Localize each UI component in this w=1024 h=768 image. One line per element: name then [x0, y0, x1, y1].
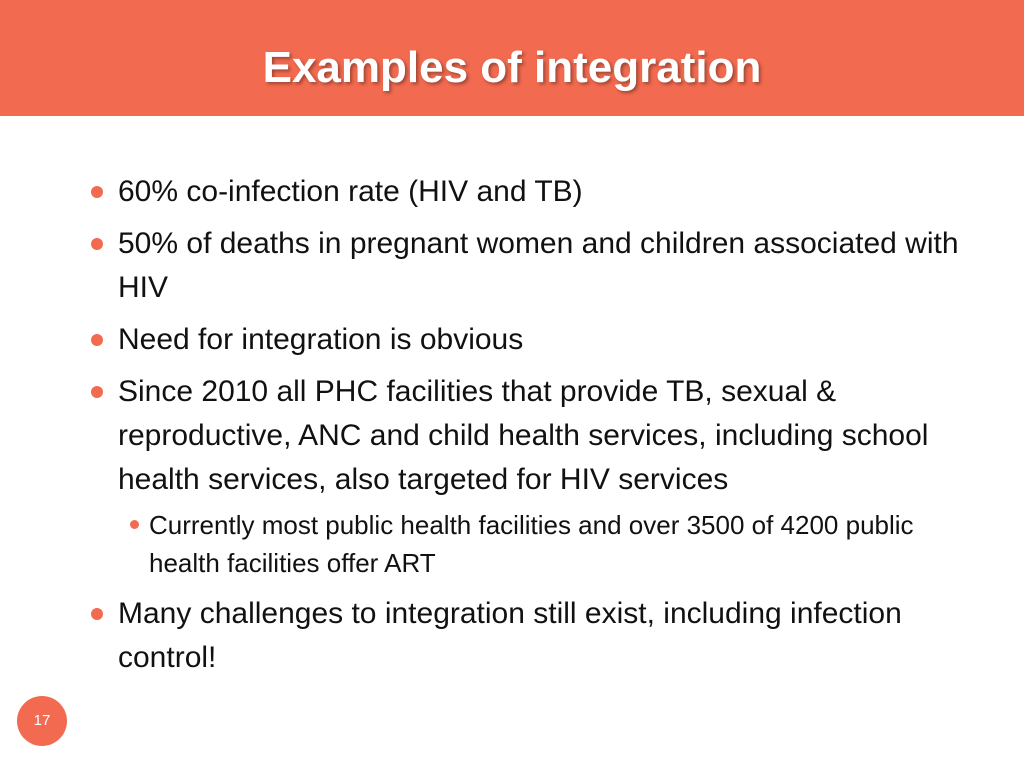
- title-bar: [0, 0, 1024, 116]
- bullet-dot-icon: [91, 608, 103, 620]
- page-number-badge: 17: [17, 696, 67, 746]
- bullet-list: [88, 170, 968, 688]
- bullet-text: 60% co-infection rate (HIV and TB): [118, 175, 583, 208]
- bullet-item: [88, 318, 968, 362]
- bullet-text: Need for integration is obvious: [118, 323, 524, 356]
- bullet-item: [88, 370, 968, 502]
- bullet-dot-icon: [91, 238, 103, 250]
- bullet-text: 50% of deaths in pregnant women and children associated with HIV: [118, 227, 959, 304]
- bullet-text: Many challenges to integration still exist, including infection control!: [118, 597, 902, 674]
- bullet-dot-icon: [91, 386, 103, 398]
- bullet-dot-icon: [91, 186, 103, 198]
- sub-bullet-text: Currently most public health facilities and over 3500 of 4200 public health facilities offer ART: [149, 510, 914, 578]
- bullet-dot-icon: [91, 334, 103, 346]
- bullet-item: [88, 170, 968, 214]
- bullet-item: [88, 592, 968, 680]
- bullet-text: Since 2010 all PHC facilities that provide TB, sexual & reproductive, ANC and child health services, including school health services, also targeted for HIV services: [118, 375, 929, 496]
- sub-bullet-item: [118, 506, 969, 582]
- sub-bullet-dot-icon: [130, 520, 139, 529]
- bullet-item: [88, 222, 968, 310]
- slide-title: Examples of integration: [262, 43, 762, 92]
